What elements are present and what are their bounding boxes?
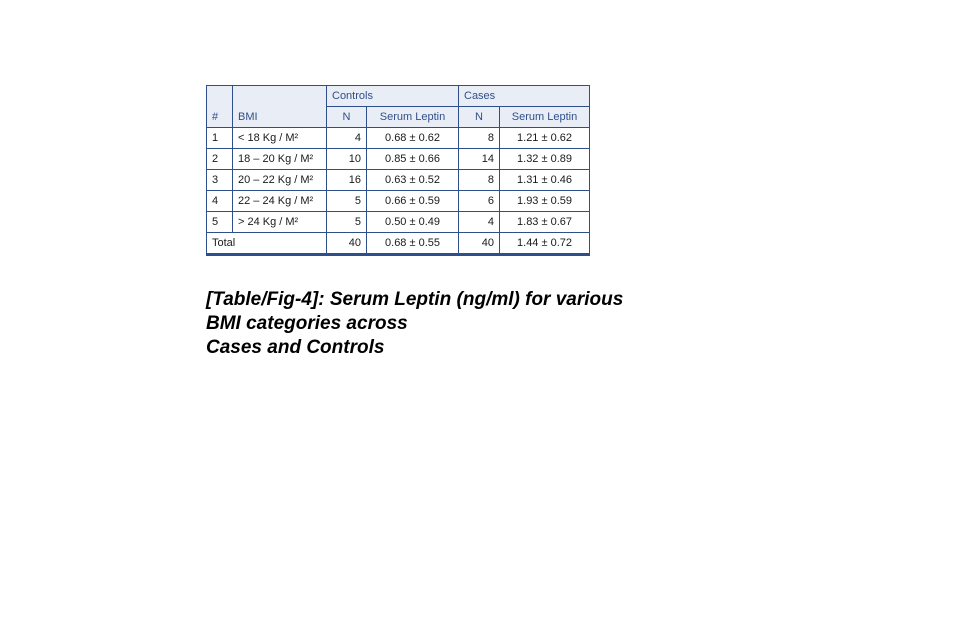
row-cases-serum-leptin: 1.32 ± 0.89	[500, 149, 590, 170]
total-label: Total	[207, 233, 327, 255]
table-row	[207, 128, 590, 149]
row-controls-serum-leptin: 0.85 ± 0.66	[367, 149, 459, 170]
row-controls-serum-leptin: 0.63 ± 0.52	[367, 170, 459, 191]
header-controls-n: N	[327, 107, 367, 128]
row-controls-n: 5	[327, 191, 367, 212]
row-cases-serum-leptin: 1.93 ± 0.59	[500, 191, 590, 212]
header-bmi: BMI	[233, 86, 327, 128]
figure-caption	[206, 288, 623, 360]
leptin-table	[206, 85, 590, 256]
header-num: #	[207, 86, 233, 128]
leptin-table-container	[206, 85, 590, 256]
row-cases-n: 8	[459, 170, 500, 191]
row-cases-serum-leptin: 1.31 ± 0.46	[500, 170, 590, 191]
row-cases-n: 6	[459, 191, 500, 212]
header-controls-serum-leptin: Serum Leptin	[367, 107, 459, 128]
total-controls-n: 40	[327, 233, 367, 255]
total-controls-serum-leptin: 0.68 ± 0.55	[367, 233, 459, 255]
row-bmi: 22 – 24 Kg / M²	[233, 191, 327, 212]
row-bmi: 20 – 22 Kg / M²	[233, 170, 327, 191]
row-bmi: > 24 Kg / M²	[233, 212, 327, 233]
row-bmi: < 18 Kg / M²	[233, 128, 327, 149]
header-controls: Controls	[327, 86, 459, 107]
row-num: 2	[207, 149, 233, 170]
caption-line-3: Cases and Controls	[206, 337, 385, 358]
caption-line-1: [Table/Fig-4]: Serum Leptin (ng/ml) for various	[206, 289, 624, 310]
caption-line-2: BMI categories across	[206, 313, 408, 334]
header-cases: Cases	[459, 86, 590, 107]
table-header-row-groups	[207, 86, 590, 107]
total-cases-n: 40	[459, 233, 500, 255]
table-row	[207, 212, 590, 233]
row-num: 1	[207, 128, 233, 149]
header-cases-serum-leptin: Serum Leptin	[500, 107, 590, 128]
table-row	[207, 170, 590, 191]
header-cases-n: N	[459, 107, 500, 128]
row-cases-n: 8	[459, 128, 500, 149]
total-cases-serum-leptin: 1.44 ± 0.72	[500, 233, 590, 255]
row-controls-serum-leptin: 0.66 ± 0.59	[367, 191, 459, 212]
table-row	[207, 149, 590, 170]
row-controls-n: 10	[327, 149, 367, 170]
row-controls-n: 4	[327, 128, 367, 149]
row-bmi: 18 – 20 Kg / M²	[233, 149, 327, 170]
row-controls-n: 5	[327, 212, 367, 233]
row-controls-serum-leptin: 0.68 ± 0.62	[367, 128, 459, 149]
row-cases-serum-leptin: 1.83 ± 0.67	[500, 212, 590, 233]
row-cases-n: 14	[459, 149, 500, 170]
row-num: 3	[207, 170, 233, 191]
row-controls-serum-leptin: 0.50 ± 0.49	[367, 212, 459, 233]
row-cases-serum-leptin: 1.21 ± 0.62	[500, 128, 590, 149]
row-num: 4	[207, 191, 233, 212]
table-row	[207, 191, 590, 212]
row-num: 5	[207, 212, 233, 233]
table-total-row	[207, 233, 590, 255]
row-cases-n: 4	[459, 212, 500, 233]
row-controls-n: 16	[327, 170, 367, 191]
